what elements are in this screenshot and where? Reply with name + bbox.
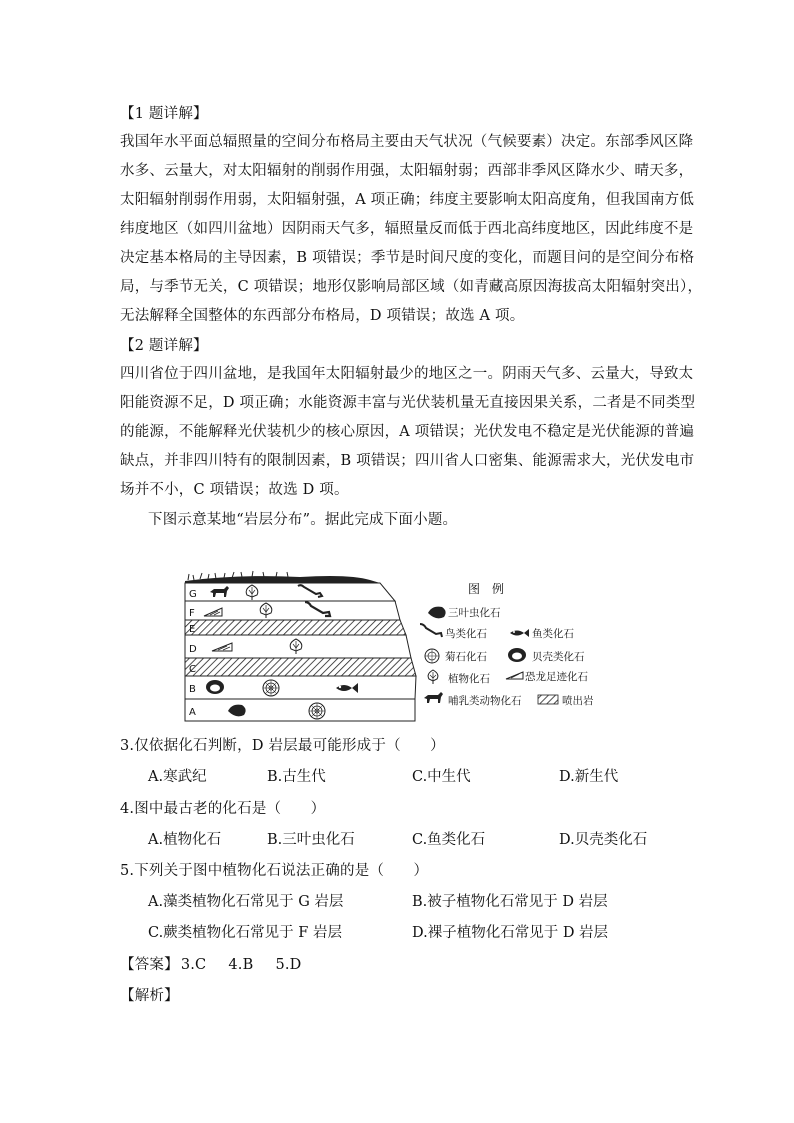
q4-option-a: A.植物化石 (148, 832, 222, 848)
layer-label: B (189, 684, 196, 695)
q5-option-b: B.被子植物化石常见于 D 岩层 (412, 894, 608, 910)
q3-option-c: C.中生代 (412, 769, 471, 785)
surface-soil (185, 571, 380, 583)
section2-line: 的能源，不能解释光伏装机少的核心原因，A 项错误；光伏发电不稳定是光伏能源的普遍 (120, 424, 695, 440)
answer-item: 3.C (180, 957, 207, 973)
section1-line: 纬度地区（如四川盆地）因阴雨天气多，辐照量反而低于西北高纬度地区，因此纬度不是 (120, 221, 694, 237)
section1-line: 水多、云量大，对太阳辐射的削弱作用强，太阳辐射弱；西部非季风区降水少、晴天多， (120, 163, 694, 179)
answer-label: 【答案】 (120, 957, 179, 973)
legend-label-dino: 恐龙足迹化石 (525, 671, 588, 683)
volcanic-legend-icon (538, 695, 558, 704)
layer-A (185, 699, 415, 721)
legend-label-plant: 植物化石 (448, 673, 490, 685)
legend-label-ammonite: 菊石化石 (445, 651, 487, 663)
q5-option-a: A.藻类植物化石常见于 G 岩层 (148, 894, 344, 910)
question-3-stem: 3.仅依据化石判断，D 岩层最可能形成于（ ） (120, 738, 445, 754)
ammonite-fossil-icon (309, 703, 325, 719)
section1-heading: 【1 题详解】 (120, 106, 208, 122)
trilobite-legend-icon (428, 607, 446, 619)
mammal-legend-icon (424, 692, 443, 703)
legend-label-mammal: 哺乳类动物化石 (448, 695, 522, 707)
layer-D (185, 635, 411, 658)
q5-option-d: D.裸子植物化石常见于 D 岩层 (412, 925, 609, 941)
legend-label-bird: 鸟类化石 (445, 628, 487, 640)
layer-label: F (189, 608, 195, 619)
figure-intro: 下图示意某地“岩层分布”。据此完成下面小题。 (148, 512, 458, 528)
legend (420, 581, 594, 707)
shell-fossil-icon (206, 680, 224, 694)
legend-label-volcanic: 喷出岩 (562, 695, 594, 707)
q4-option-c: C.鱼类化石 (412, 832, 486, 848)
q3-option-d: D.新生代 (559, 769, 619, 785)
legend-label-fish: 鱼类化石 (532, 628, 574, 640)
q4-option-b: B.三叶虫化石 (267, 832, 355, 848)
answer-item: 5.D (275, 957, 302, 973)
section2-heading: 【2 题详解】 (120, 338, 208, 354)
section1-line: 无法解释全国整体的东西部分布格局，D 项错误；故选 A 项。 (120, 308, 525, 324)
q3-option-a: A.寒武纪 (148, 769, 207, 785)
layer-label: D (189, 644, 197, 655)
layer-E-volcanic (185, 620, 406, 635)
section1-line: 我国年水平面总辐照量的空间分布格局主要由天气状况（气候要素）决定。东部季风区降 (120, 134, 694, 150)
answer-item: 4.B (228, 957, 254, 973)
legend-title: 图 例 (468, 582, 505, 596)
layer-label: A (189, 707, 196, 718)
section1-line: 决定基本格局的主导因素，B 项错误；季节是时间尺度的变化，而题目问的是空间分布格 (120, 250, 695, 266)
analysis-heading: 【解析】 (120, 988, 179, 1004)
rock-layer-figure (180, 568, 620, 728)
ammonite-legend-icon (425, 649, 439, 663)
section1-line: 太阳辐射削弱作用弱，太阳辐射强，A 项正确；纬度主要影响太阳高度角，但我国南方低 (120, 192, 695, 208)
question-5-stem: 5.下列关于图中植物化石说法正确的是（ ） (120, 863, 429, 879)
ammonite-fossil-icon (263, 680, 279, 696)
legend-label-shell: 贝壳类化石 (532, 651, 585, 663)
section2-line: 四川省位于四川盆地，是我国年太阳辐射最少的地区之一。阴雨天气多、云量大，导致太 (120, 366, 694, 382)
q4-option-d: D.贝壳类化石 (559, 832, 648, 848)
layer-C-volcanic (185, 658, 416, 676)
layer-label: C (189, 664, 196, 675)
section2-line: 场并不小，C 项错误；故选 D 项。 (120, 482, 349, 498)
plant-legend-icon (428, 670, 438, 684)
question-4-stem: 4.图中最古老的化石是（ ） (120, 801, 326, 817)
section2-line: 阳能资源不足，D 项正确；水能资源丰富与光伏装机量无直接因果关系，二者是不同类型 (120, 395, 696, 411)
legend-label-trilobite: 三叶虫化石 (448, 607, 501, 619)
bird-legend-icon (420, 624, 442, 637)
layer-label: G (189, 589, 197, 600)
section2-line: 缺点，并非四川特有的限制因素，B 项错误；四川省人口密集、能源需求大，光伏发电市 (120, 453, 695, 469)
shell-legend-icon (508, 648, 526, 662)
section1-line: 局，与季节无关，C 项错误；地形仅影响局部区域（如青藏高原因海拔高太阳辐射突出）， (120, 279, 703, 295)
q3-option-b: B.古生代 (267, 769, 326, 785)
q5-option-c: C.蕨类植物化石常见于 F 岩层 (148, 925, 342, 941)
answer-line (120, 955, 324, 975)
layer-label: E (189, 624, 196, 635)
fish-legend-icon (510, 629, 529, 637)
dino-legend-icon (506, 672, 523, 679)
